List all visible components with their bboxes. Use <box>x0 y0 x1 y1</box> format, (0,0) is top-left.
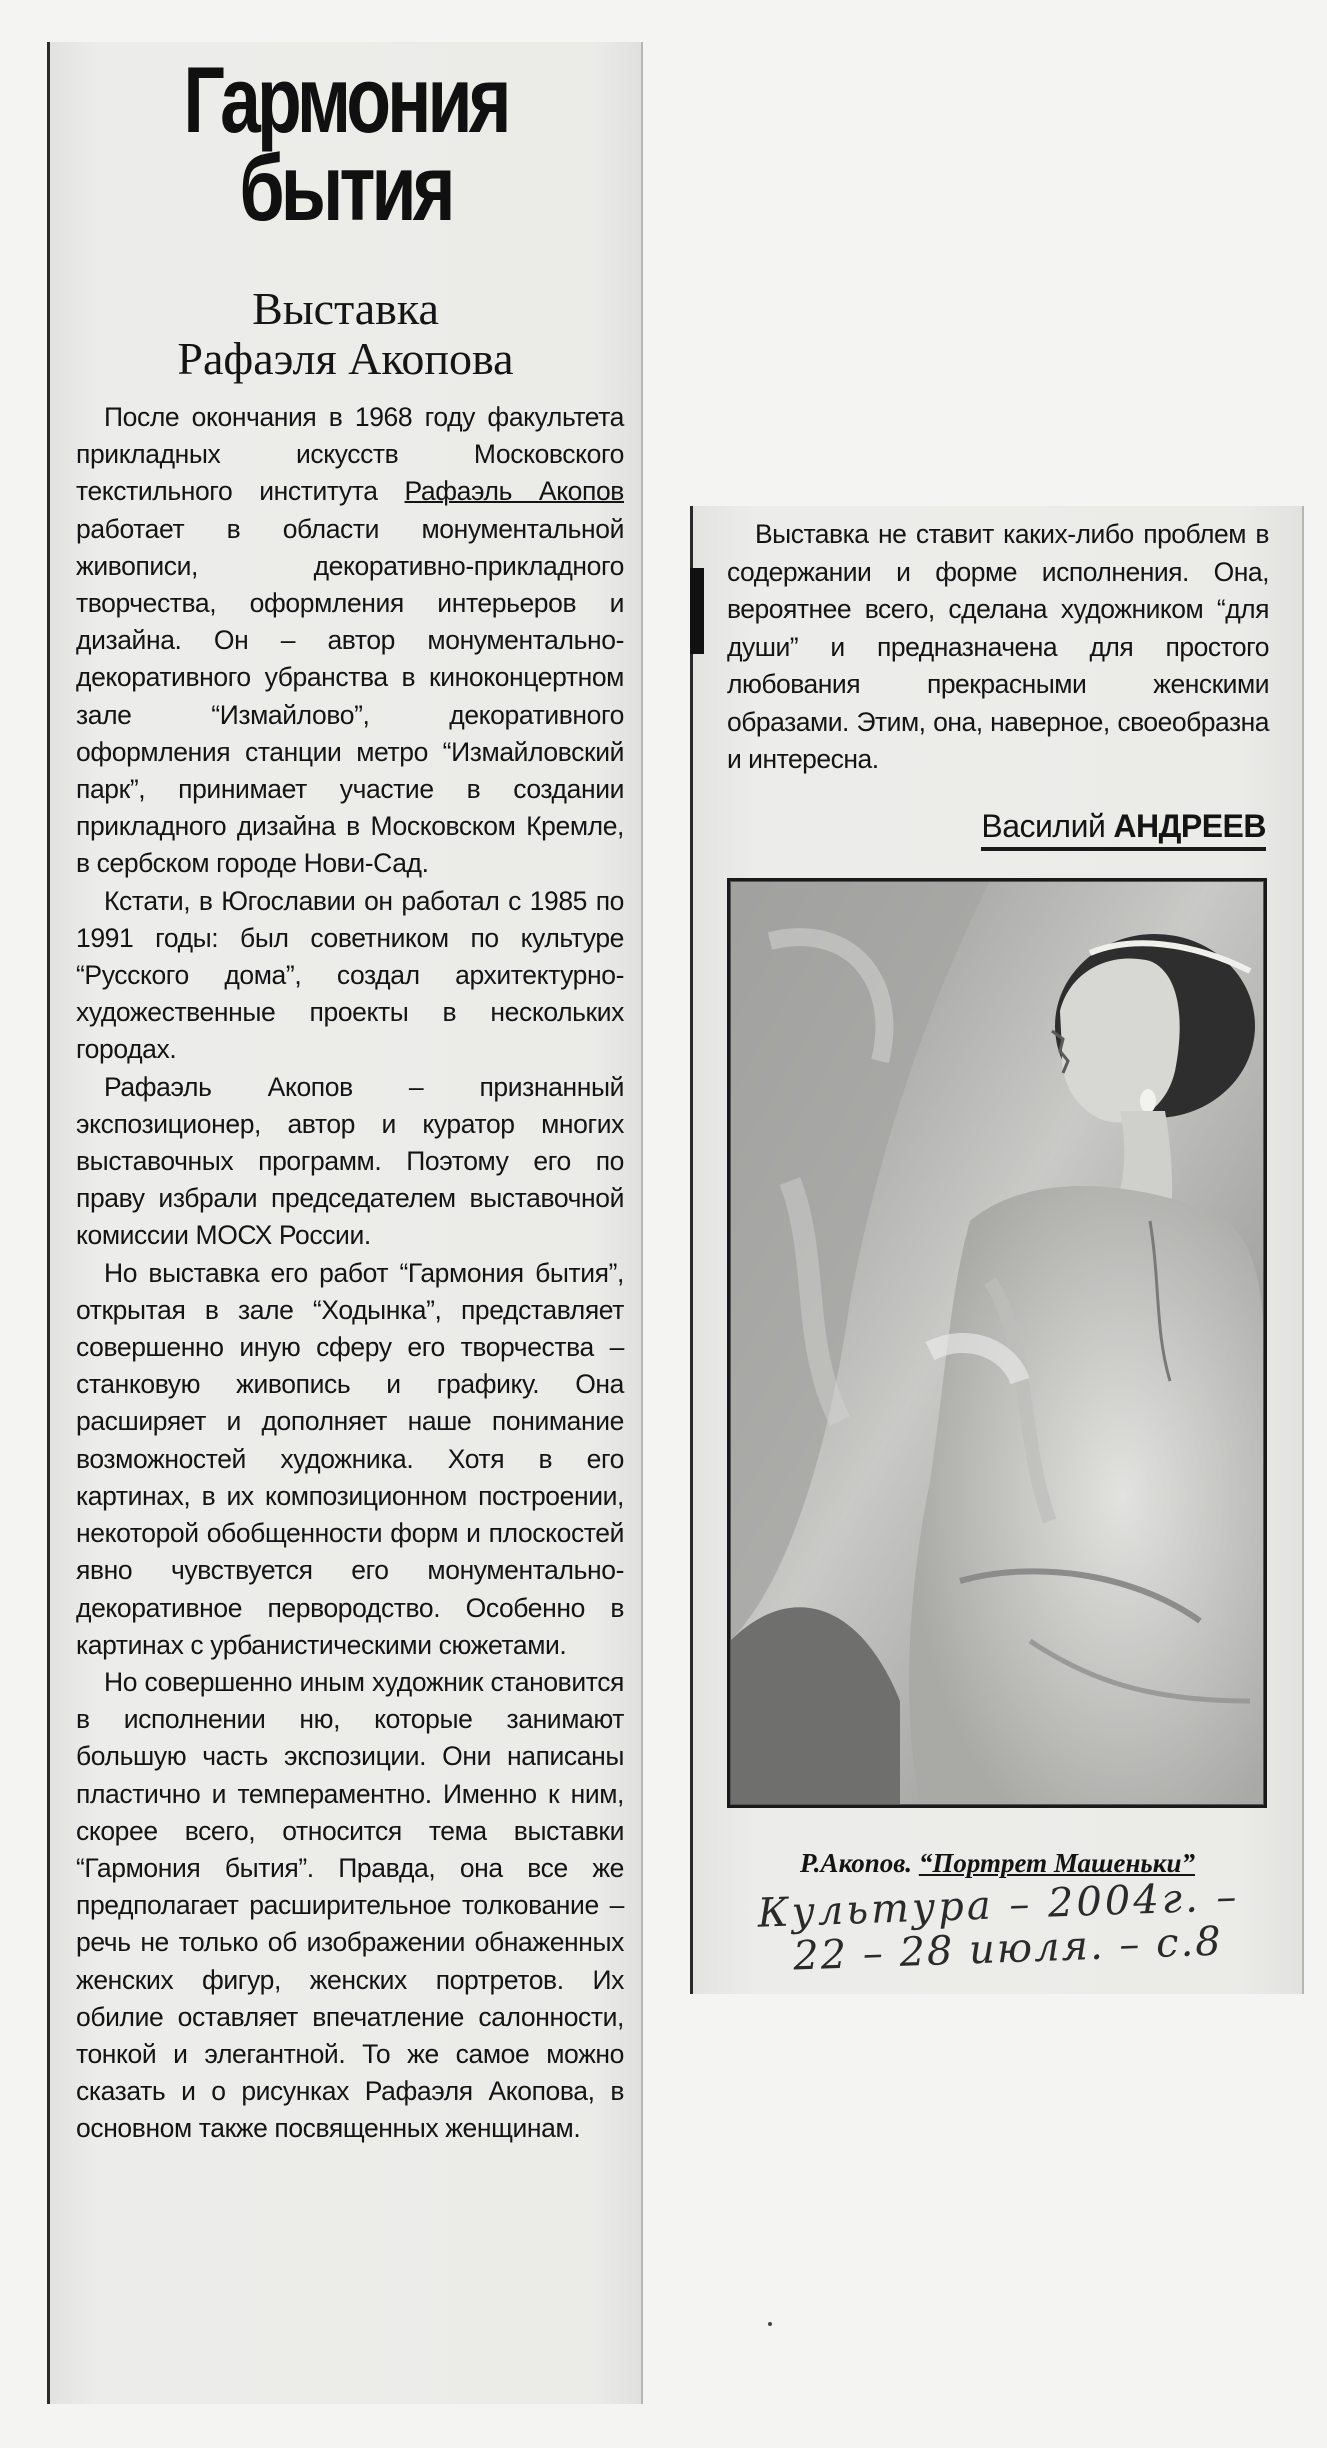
right-article-clipping <box>690 506 1304 1994</box>
scan-speck <box>768 2322 772 2326</box>
caption-title: “Портрет Машеньки” <box>918 1848 1195 1878</box>
continuation-body <box>727 516 1269 779</box>
subheadline-line-1: Выставка <box>252 283 439 334</box>
continuation-paragraph: Выставка не ставит каких-либо проблем в содержании и форме исполнения. Она, вероятнее всего, сделана художником “для души” и предназначена для простого любования прекрасными женскими образами. Этим, она, наверное, своеобразна и интересна. <box>727 519 1269 774</box>
author-surname: АНДРЕЕВ <box>1113 808 1266 844</box>
article-paragraph-1: После окончания в 1968 году факультета прикладных искусств Московского текстильного института Рафаэль Акопов работает в области монументальной живописи, декоративно-прикладного творчества, оформления интерьеров и дизайна. Он – автор монументально-декоративного убранства в киноконцертном зале “Измайлово”, декоративного оформления станции метро “Измайловский парк”, принимает участие в создании прикладного дизайна в Московском Кремле, в сербском городе Нови-Сад. <box>76 402 624 879</box>
article-paragraph-3: Рафаэль Акопов – признанный экспозиционер, автор и куратор многих выставочных программ. Поэтому его по праву избрали председателем выставочной комиссии МОСХ России. <box>76 1071 624 1251</box>
headline-line-1: Гармония <box>183 47 508 152</box>
handwritten-line-1: Культура – 2004г. – <box>756 1873 1241 1937</box>
portrait-painting-image <box>727 878 1267 1808</box>
headline <box>115 47 576 240</box>
handwritten-line-2: 22 – 28 июля. – с.8 <box>792 1918 1224 1980</box>
article-body <box>76 399 624 2148</box>
caption-author: Р.Акопов. <box>800 1848 913 1878</box>
headline-line-2: бытия <box>239 135 452 240</box>
left-article-clipping <box>47 42 643 2404</box>
handwritten-source-note <box>693 1873 1305 1982</box>
author-given-name: Василий <box>981 808 1106 844</box>
article-paragraph-4: Но выставка его работ “Гармония бытия”, открытая в зале “Ходынка”, представляет совершенно иную сферу его творчества – станковую живопись и графику. Она расширяет и дополняет наше понимание возможностей художника. Хотя в его картинах, в их композиционном построении, некоторой обобщенности форм и плоскостей явно чувствуется его монументально-декоративное первородство. Особенно в картинах с урбанистическими сюжетами. <box>76 1257 624 1660</box>
portrait-illustration <box>730 881 1264 1805</box>
subheadline-line-2: Рафаэля Акопова <box>177 333 514 384</box>
artist-name-underlined: Рафаэль Акопов <box>404 476 624 507</box>
subheadline <box>50 284 641 384</box>
article-paragraph-5: Но совершенно иным художник становится в исполнении ню, которые занимают большую часть экспозиции. Они написаны пластично и темпераментно. Именно к ним, скорее всего, относится тема выставки “Гармония бытия”. Правда, она все же предполагает расширительное толкование – речь не только об изображении обнаженных женских фигур, женских портретов. Их обилие оставляет впечатление салонности, тонкой и элегантной. То же самое можно сказать и о рисунках Рафаэля Акопова, в основном также посвященных женщинам. <box>76 1666 624 2144</box>
article-paragraph-2: Кстати, в Югославии он работал с 1985 по 1991 годы: был советником по культуре “Русского дома”, создал архитектурно-художественные проекты в нескольких городах. <box>76 885 624 1065</box>
author-byline <box>981 808 1266 851</box>
column-marker <box>690 568 704 654</box>
